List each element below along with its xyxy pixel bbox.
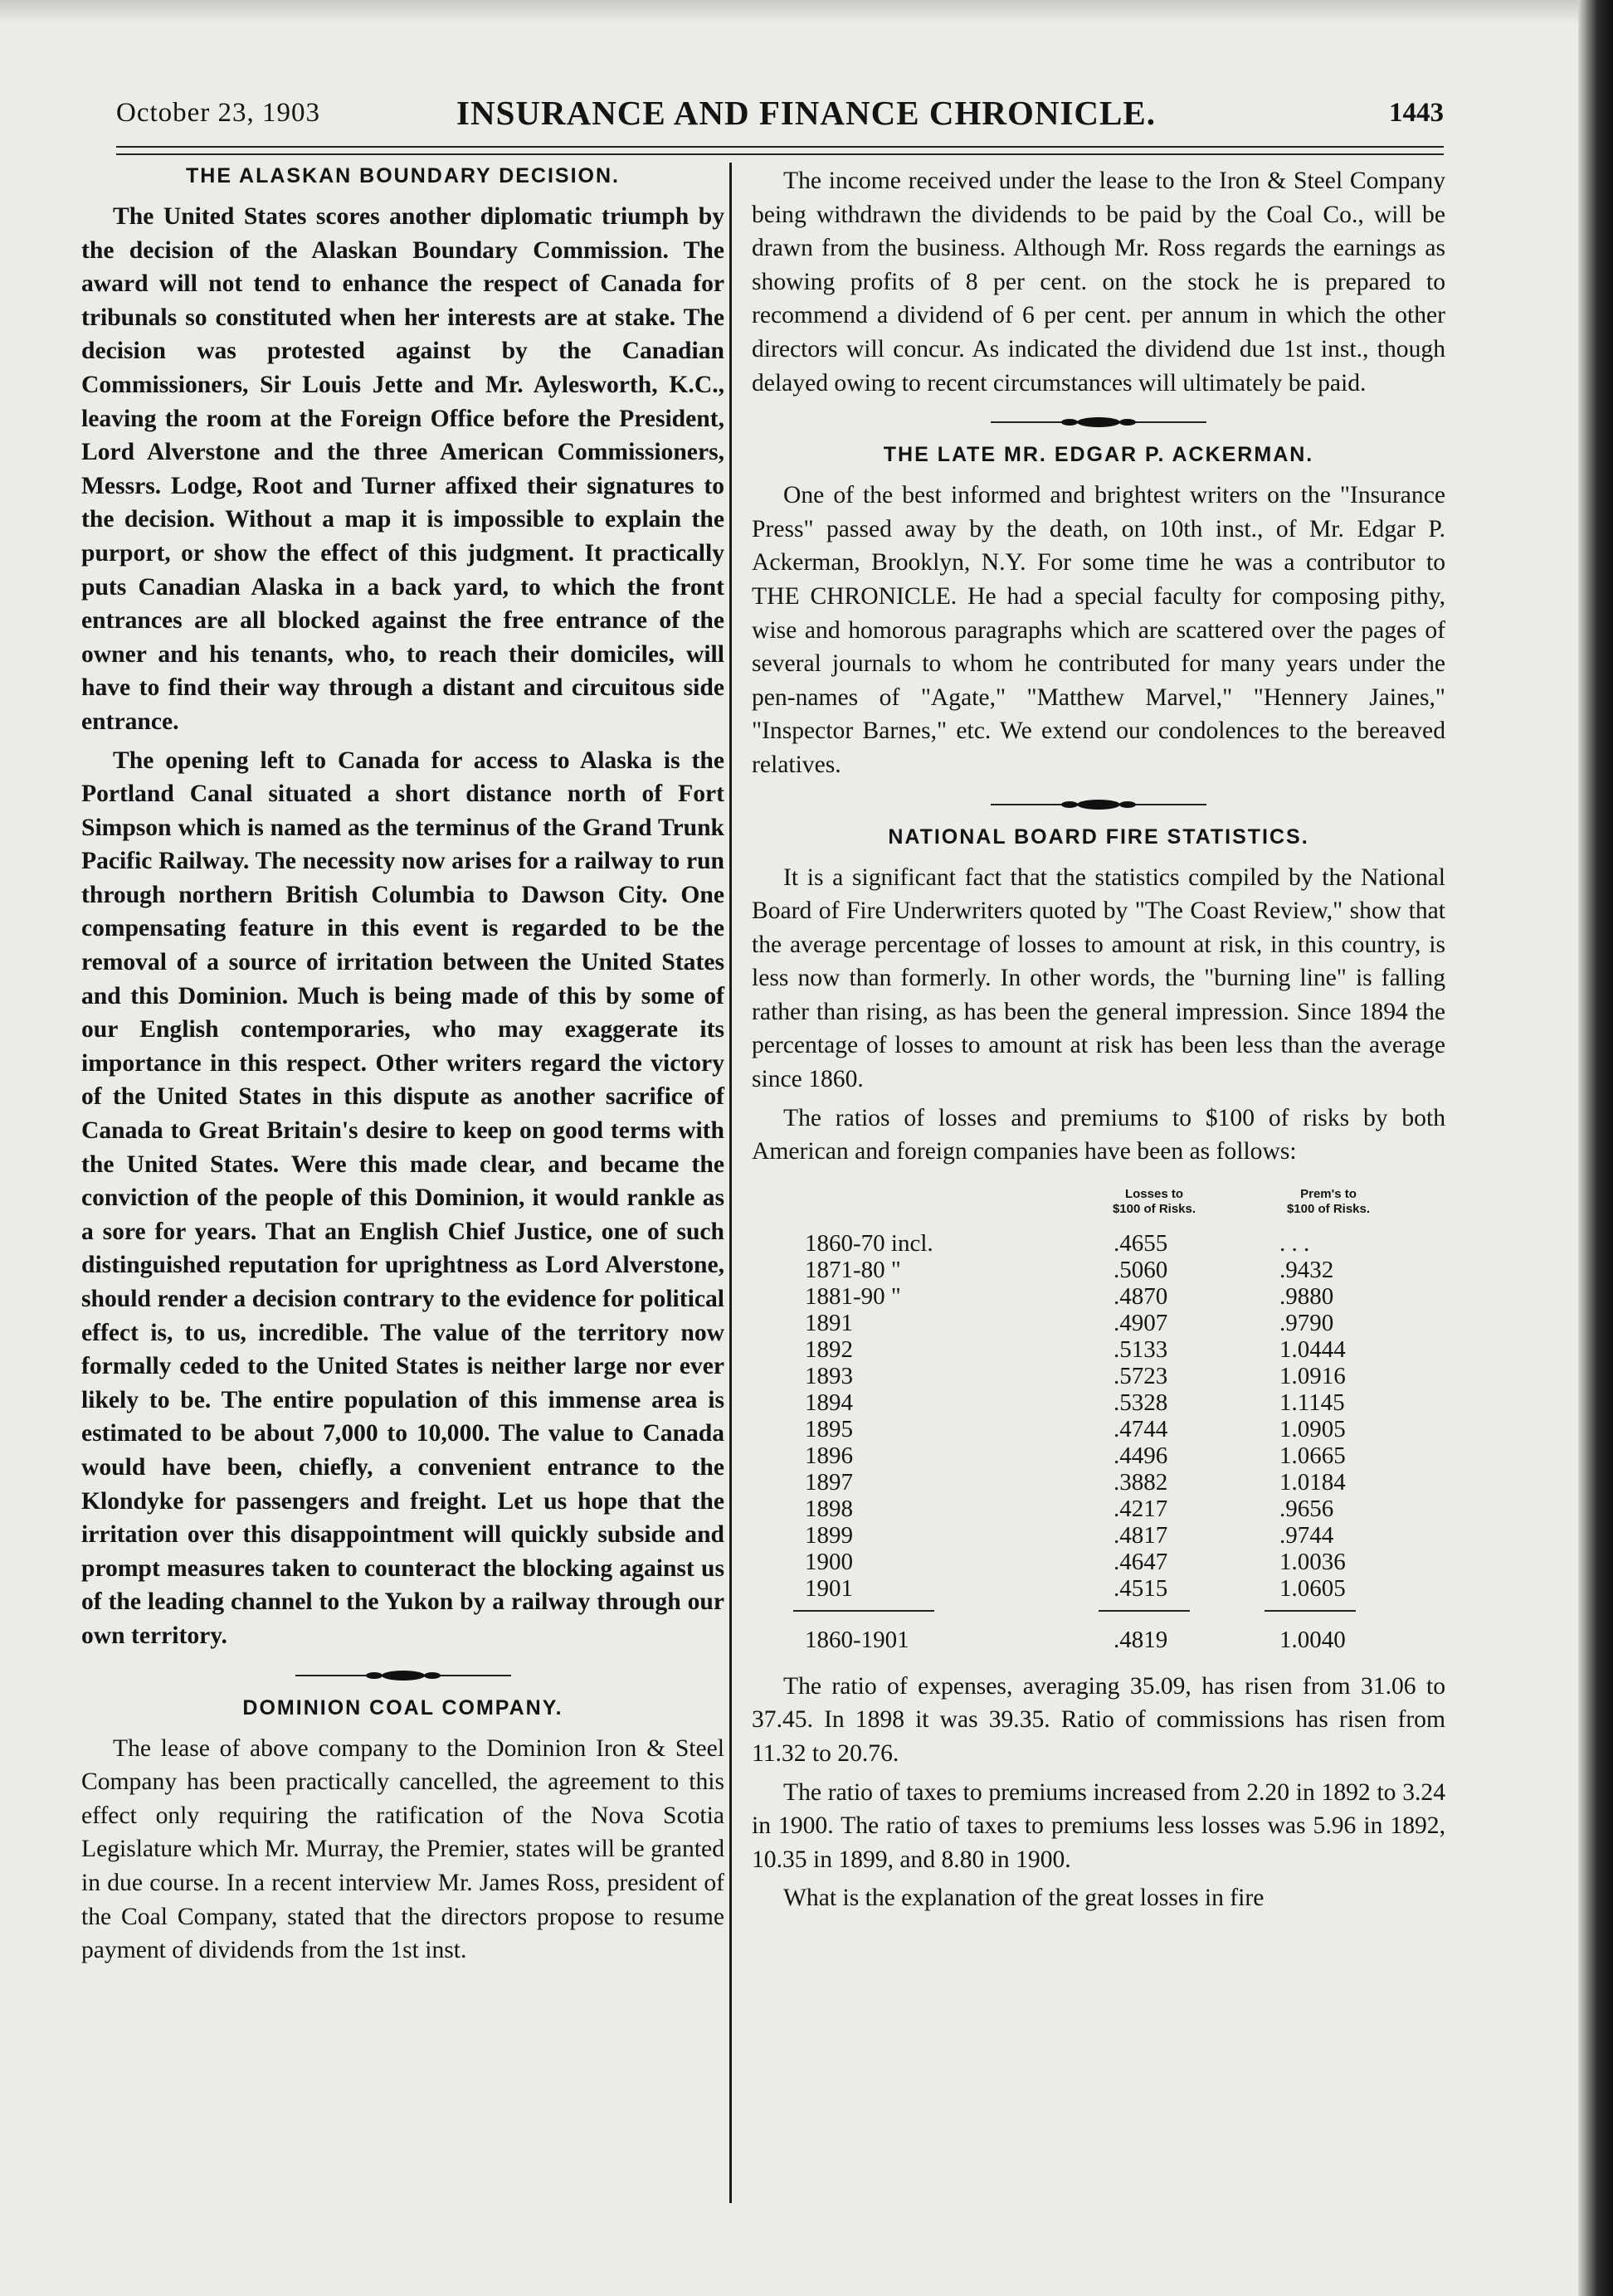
table-cell-losses: .3882 (1114, 1468, 1168, 1496)
premiums-header-line-1: Prem's to (1300, 1186, 1357, 1201)
header-page-number: 1443 (1389, 98, 1444, 128)
table-total-row (752, 1627, 1445, 1651)
table-row (752, 1363, 1445, 1388)
table-cell-premiums: .9744 (1279, 1521, 1334, 1549)
table-row (752, 1283, 1445, 1308)
table-total-rule (1265, 1610, 1356, 1612)
fire-paragraph-2: The ratios of losses and premiums to $100 of risks by both American and foreign companies have been as follows: (752, 1104, 1445, 1165)
table-cell-period: 1896 (805, 1442, 853, 1469)
total-cell-premiums: 1.0040 (1279, 1626, 1346, 1653)
table-cell-premiums: . . . (1279, 1229, 1310, 1257)
table-cell-losses: .4655 (1114, 1229, 1168, 1257)
table-cell-premiums: .9880 (1279, 1282, 1334, 1310)
table-row (752, 1257, 1445, 1282)
section-ornament (287, 1670, 519, 1681)
ackerman-paragraph: One of the best informed and brightest writers on the "Insurance Press" passed away by the death, on 10th inst., of Mr. Edgar P. Ackerman, Brooklyn, N.Y. For some time he was a contributor to THE CHRONICLE. He had a special faculty for composing pithy, wise and homorous paragraphs which are scattered over the pages of several journals to whom he contributed for many years under the pen-names of "Agate," "Matthew Marvel," "Hennery Jaines," "Inspector Barnes," etc. We extend our condolences to the bereaved relatives. (752, 482, 1445, 778)
scan-top-shadow (0, 0, 1613, 23)
scan-right-edge (1578, 0, 1613, 2296)
losses-header-line-2: $100 of Risks. (1112, 1201, 1196, 1216)
alaskan-paragraph-1: The United States scores another diplomatic triumph by the decision of the Alaskan Boundary Commission. The award will not tend to enhance the respect of Canada for tribunals so constituted when her interests are at stake. The decision was protested against by the Canadian Commissioners, Sir Louis Jette and Mr. Aylesworth, K.C., leaving the room at the Foreign Office before the President, Lord Alverstone and the three American Commissioners, Messrs. Lodge, Root and Turner affixed their signatures to the decision. Without a map it is impossible to explain the purport, or show the effect of this judgment. It practically puts Canadian Alaska in a back yard, to which the front entrances are all blocked against the free entrance of the owner and his tenants, who, to reach their domiciles, will have to find their way through a distant and circuitous side entrance. (81, 203, 724, 735)
table-cell-premiums: 1.0916 (1279, 1362, 1346, 1389)
coal-continued-paragraph: The income received under the lease to the Iron & Steel Company being withdrawn the dividends to be paid by the Coal Co., will be drawn from the business. Although Mr. Ross regards the earnings as showing profits of 8 per cent. on the stock he is prepared to recommend a dividend of 6 per cent. per annum in which the other directors will concur. As indicated the dividend due 1st inst., though delayed owing to recent circumstances will ultimately be paid. (752, 168, 1445, 396)
table-cell-losses: .5133 (1114, 1335, 1168, 1363)
header-title: INSURANCE AND FINANCE CHRONICLE. (456, 94, 1156, 132)
table-cell-premiums: .9656 (1279, 1495, 1334, 1522)
table-cell-losses: .4744 (1114, 1415, 1168, 1442)
losses-header-line-1: Losses to (1124, 1186, 1184, 1201)
table-row (752, 1575, 1445, 1600)
table-row (752, 1336, 1445, 1361)
table-cell-period: 1893 (805, 1362, 853, 1389)
table-cell-losses: .4217 (1114, 1495, 1168, 1522)
table-cell-losses: .5328 (1114, 1389, 1168, 1416)
table-row (752, 1310, 1445, 1335)
table-cell-premiums: .9790 (1279, 1309, 1334, 1336)
left-column (81, 164, 724, 1968)
fire-statistics-heading: NATIONAL BOARD FIRE STATISTICS. (888, 825, 1309, 849)
table-row (752, 1496, 1445, 1520)
header-rule (116, 146, 1444, 155)
table-cell-losses: .4817 (1114, 1521, 1168, 1549)
fire-paragraph-3: The ratio of expenses, averaging 35.09, has risen from 31.06 to 37.45. In 1898 it was 39.35. Ratio of commissions has risen from 11.32 to 20.76. (752, 1672, 1445, 1768)
total-cell-period: 1860-1901 (805, 1626, 909, 1653)
table-total-rule (793, 1610, 934, 1612)
fire-ratio-table (752, 1187, 1445, 1663)
table-cell-losses: .4647 (1114, 1548, 1168, 1575)
ackerman-heading: THE LATE MR. EDGAR P. ACKERMAN. (883, 443, 1314, 467)
table-cell-losses: .4907 (1114, 1309, 1168, 1336)
table-cell-losses: .4870 (1114, 1282, 1168, 1310)
table-cell-period: 1892 (805, 1335, 853, 1363)
column-divider (729, 163, 732, 2203)
table-cell-period: 1895 (805, 1415, 853, 1442)
right-column (752, 164, 1445, 1915)
premiums-column-header (1266, 1187, 1391, 1217)
table-cell-period: 1871-80 " (805, 1256, 901, 1283)
table-cell-premiums: 1.1145 (1279, 1389, 1345, 1416)
coal-heading: DOMINION COAL COMPANY. (242, 1695, 563, 1720)
alaskan-paragraph-2: The opening left to Canada for access to Alaska is the Portland Canal situated a short distance north of Fort Simpson which is named as the terminus of the Grand Trunk Pacific Railway. The necessity now arises for a railway to run through northern British Columbia to Dawson City. One compensating feature in this event is regarded to be the removal of a source of irritation between the United States and this Dominion. Much is being made of this by some of our English contemporaries, who may exaggerate its importance in this respect. Other writers regard the victory of the United States in this dispute as another sacrifice of Canada to Great Britain's desire to keep on good terms with the United States. Were this made clear, and became the conviction of the people of this Dominion, it would rankle as a sore for years. That an English Chief Justice, one of such distinguished reputation for uprightness as Lord Alverstone, should render a decision contrary to the evidence for political effect is, to us, incredible. The value of the territory now formally ceded to the United States is neither large nor ever likely to be. The entire population of this immense area is estimated to be about 7,000 to 10,000. The value to Canada would have been, chiefly, a convenient entrance to the Klondyke for passengers and freight. Let us hope that the irritation over this disappointment will quickly subside and prompt measures taken to counteract the blocking against us of the leading channel to the Yukon by a railway through our own territory. (81, 747, 724, 1649)
table-cell-period: 1860-70 incl. (805, 1229, 933, 1257)
section-ornament (982, 799, 1215, 810)
table-row (752, 1389, 1445, 1414)
table-cell-premiums: 1.0444 (1279, 1335, 1346, 1363)
alaskan-heading: THE ALASKAN BOUNDARY DECISION. (186, 164, 620, 187)
table-cell-premiums: .9432 (1279, 1256, 1334, 1283)
table-cell-period: 1881-90 " (805, 1282, 901, 1310)
table-cell-premiums: 1.0905 (1279, 1415, 1346, 1442)
section-ornament (982, 416, 1215, 428)
table-cell-losses: .5060 (1114, 1256, 1168, 1283)
table-total-rule (1099, 1610, 1190, 1612)
table-row (752, 1522, 1445, 1547)
table-cell-period: 1898 (805, 1495, 853, 1522)
table-cell-losses: .5723 (1114, 1362, 1168, 1389)
table-cell-period: 1900 (805, 1548, 853, 1575)
table-cell-premiums: 1.0605 (1279, 1574, 1346, 1602)
table-cell-premiums: 1.0184 (1279, 1468, 1346, 1496)
losses-column-header (1092, 1187, 1216, 1217)
fire-paragraph-4: The ratio of taxes to premiums increased from 2.20 in 1892 to 3.24 in 1900. The ratio of taxes to premiums less losses was 5.96 in 1892, 10.35 in 1899, and 8.80 in 1900. (752, 1778, 1445, 1873)
fire-paragraph-1: It is a significant fact that the statistics compiled by the National Board of Fire Underwriters quoted by "The Coast Review," show that the average percentage of losses to amount at risk, in this country, is less now than formerly. In other words, the "burning line" is falling rather than rising, as has been the general impression. Since 1894 the percentage of losses to amount at risk has been less than the average since 1860. (752, 863, 1445, 1093)
premiums-header-line-2: $100 of Risks. (1286, 1201, 1371, 1216)
table-row (752, 1549, 1445, 1574)
table-row (752, 1469, 1445, 1494)
table-cell-period: 1891 (805, 1309, 853, 1336)
table-cell-premiums: 1.0665 (1279, 1442, 1346, 1469)
table-cell-period: 1901 (805, 1574, 853, 1602)
header-date: October 23, 1903 (116, 98, 321, 128)
table-cell-losses: .4496 (1114, 1442, 1168, 1469)
page-header (116, 93, 1444, 139)
table-cell-period: 1894 (805, 1389, 853, 1416)
table-cell-premiums: 1.0036 (1279, 1548, 1346, 1575)
table-cell-period: 1897 (805, 1468, 853, 1496)
table-row (752, 1442, 1445, 1467)
table-cell-losses: .4515 (1114, 1574, 1168, 1602)
coal-paragraph-1: The lease of above company to the Dominion Iron & Steel Company has been practically cancelled, the agreement to this effect only requiring the ratification of the Nova Scotia Legislature which Mr. Murray, the Premier, states will be granted in due course. In a recent interview Mr. James Ross, president of the Coal Company, stated that the directors propose to resume payment of dividends from the 1st inst. (81, 1734, 724, 1964)
table-row (752, 1230, 1445, 1255)
table-row (752, 1416, 1445, 1441)
fire-paragraph-5: What is the explanation of the great losses in fire (783, 1885, 1265, 1912)
table-cell-period: 1899 (805, 1521, 853, 1549)
total-cell-losses: .4819 (1114, 1626, 1168, 1653)
